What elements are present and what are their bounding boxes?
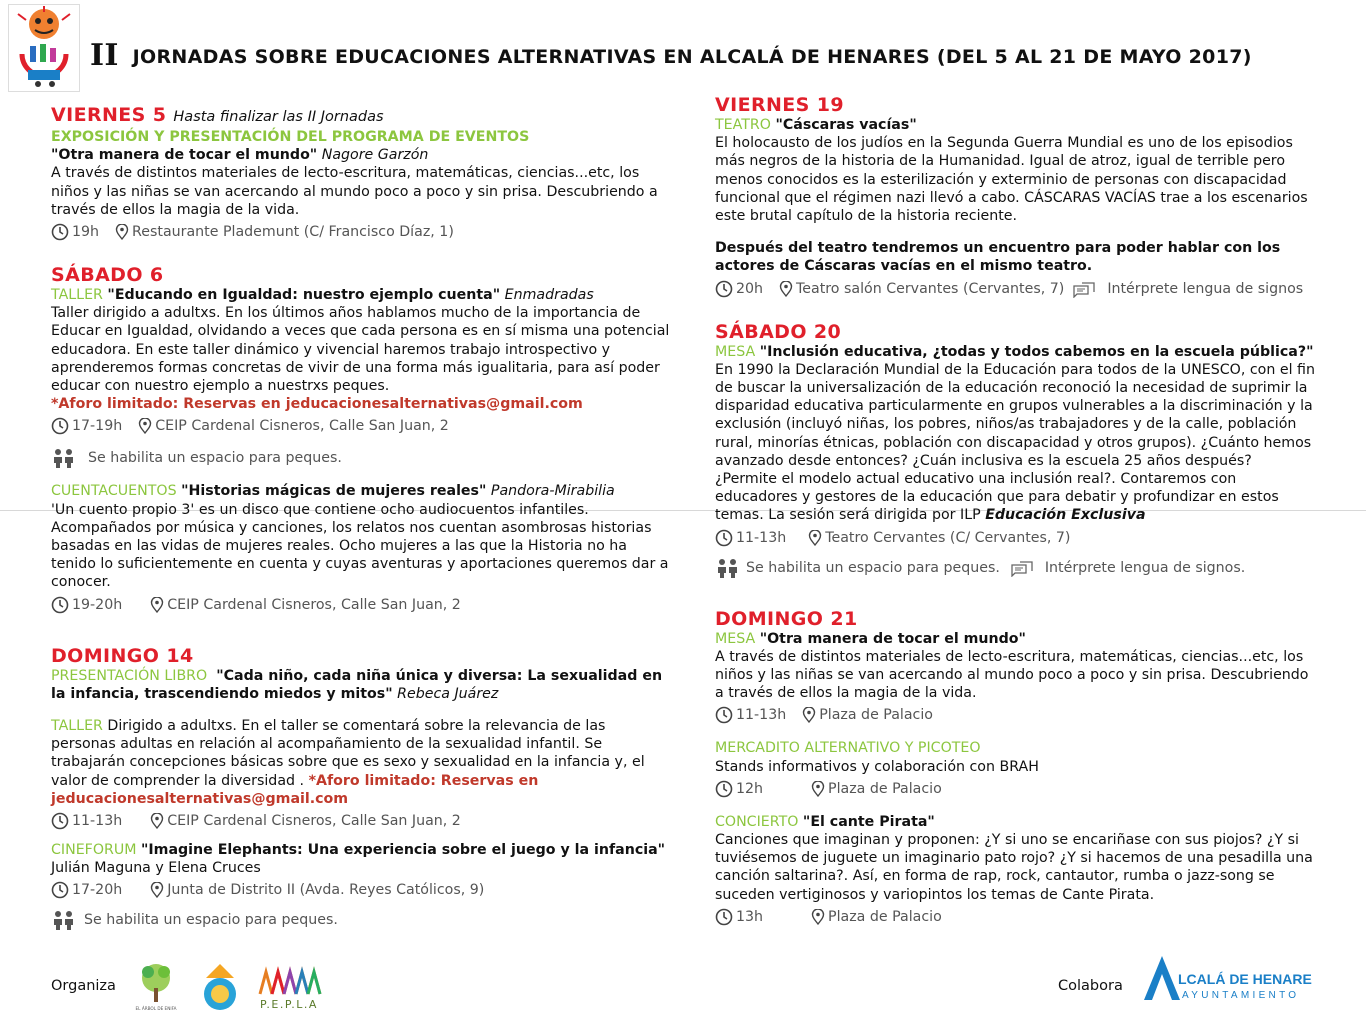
reservation-note: *Aforo limitado: Reservas en jeducacionesalternativas@gmail.com [51,396,583,413]
author: Rebeca Juárez [397,685,499,702]
event-description: 'Un cuento propio 3' es un disco que contiene ocho audiocuentos infantiles. Acompañados por música y canciones, los relatos nos cuentan asombrosas historias basadas en las vidas de mujeres reales. Ocho mujeres a las que la Historia no ha tenido lo suficientemente en cuenta y cuyas aventuras y aportaciones queremos dar a conocer. [51,501,669,591]
day-heading: VIERNES 5 [51,104,167,126]
work-title: "Inclusión educativa, ¿todas y todos cabemos en la escuela pública?" [759,343,1314,360]
kids-space-text: Se habilita un espacio para peques. [746,559,1000,576]
location-pin-icon [811,781,825,797]
event-description: Dirigido a adultxs. En el taller se comentará sobre la relevancia de las personas adultas en relación al acompañamiento de la sexualidad infantil. Se trabajarán concepciones básicas sobre que es sexo y sexualidad en la infancia y, el valor de comprender la diversidad . [51,718,645,789]
event-place: Teatro salón Cervantes (Cervantes, 7) [796,280,1065,297]
event-meta [51,222,671,242]
event-description: Taller dirigido a adultxs. En los últimos años hablamos mucho de la importancia de Educar en Igualdad, olvidando a veces que cada persona es en sí misma una potencial educadora. En este taller dinámico y vivencial haremos trabajo introspectivo y aprenderemos formas concretas de vivir de una forma más igualitaria, para así poder educar con nuestro ejemplo a nuestrxs peques. [51,305,670,395]
clock-icon [715,529,733,547]
clock-icon [51,881,69,899]
day-heading: DOMINGO 14 [51,644,194,667]
event-description: Stands informativos y colaboración con BRAH [715,758,1039,775]
author: Enmadradas [504,287,594,304]
event-time: 11-13h [72,812,123,829]
location-pin-icon [138,418,152,434]
event-time: 17-19h [72,418,123,435]
event-time: 19-20h [72,596,123,613]
work-title: "Imagine Elephants: Una experiencia sobre el juego y la infancia" [141,842,666,859]
left-column [51,104,671,930]
event-place: CEIP Cardenal Cisneros, Calle San Juan, 2 [155,418,449,435]
event-category: TEATRO [715,117,771,133]
event-time: 11-13h [736,707,787,724]
event-category: CONCIERTO [715,813,799,830]
work-title: "El cante Pirata" [802,813,935,830]
children-icon [51,910,77,930]
event-category: PRESENTACIÓN LIBRO [51,667,208,684]
event-description: A través de distintos materiales de lecto-escritura, matemáticas, ciencias...etc, los niños y las niñas se van acercando al mundo poco a poco y sin prisa. Descubriendo a través de ellos la magia de la vida. [715,648,1309,702]
event-time: 20h [736,280,764,297]
authors: Julián Maguna y Elena Cruces [51,860,261,877]
sign-language-text: Intérprete lengua de signos. [1044,559,1246,576]
event-meta [715,907,1315,927]
event-time: 13h [736,908,764,925]
location-pin-icon [115,224,129,240]
event-category: EXPOSICIÓN Y PRESENTACIÓN DEL PROGRAMA DE EVENTOS [51,129,530,145]
author: Pandora-Mirabilia [490,483,615,500]
location-pin-icon [808,530,822,546]
pepla-logo [256,960,336,1016]
kids-space-text: Se habilita un espacio para peques. [88,450,342,467]
day-heading: SÁBADO 6 [51,264,164,287]
event-description: Canciones que imaginan y proponen: ¿Y si uno se encariñase con sus piojos? ¿Y si tuviésemos de juguete un imaginario pato rojo? ¿Y si hacemos de una pesadilla una canción saltarina?. Así, en forma de rap, rock, cantautor, rumba o jazz-song se suceden vertiginosos y variopintos los temas de Cante Pirata. [715,832,1313,903]
location-pin-icon [150,882,164,898]
location-pin-icon [802,707,816,723]
event-description: El holocausto de los judíos en la Segunda Guerra Mundial es uno de los episodios más negros de la historia de la Humanidad. Igual de atroz, igual de terrible pero menos conocidos es la esterilización y exterminio de personas con discapacidad funcional que el régimen nazi llevó a cabo. CÁSCARAS VACÍAS trae a los escenarios este brutal capítulo de la historia reciente. [715,135,1308,225]
colabora-label: Colabora [1058,978,1123,994]
clock-icon [715,706,733,724]
right-column [715,94,1315,927]
work-title: "Cada niño, cada niña única y diversa: La sexualidad en la infancia, trascendiendo miedos y mitos" [51,667,663,702]
kids-space-note [715,558,1315,578]
day-heading: DOMINGO 21 [715,607,858,630]
event-sabado-6 [51,264,671,615]
event-description: A través de distintos materiales de lecto-escritura, matemáticas, ciencias...etc, los niños y las niñas se van acercando al mundo poco a poco y sin prisa. Descubriendo a través de ellos la magia de la vida. [51,165,658,218]
work-title: "Cáscaras vacías" [775,117,917,133]
kids-space-note [51,910,671,930]
day-heading: VIERNES 19 [715,94,845,116]
event-time: 11-13h [736,529,787,546]
event-place: Teatro Cervantes (C/ Cervantes, 7) [825,529,1071,546]
clock-icon [51,223,69,241]
work-title: "Historias mágicas de mujeres reales" [181,483,487,500]
event-meta [51,595,671,615]
children-icon [51,448,77,468]
event-domingo-21 [715,608,1315,927]
event-category: CINEFORUM [51,842,137,859]
jornadas-logo [8,4,80,92]
event-place: Plaza de Palacio [828,780,942,797]
edition-number: II [90,38,119,73]
header [8,4,1358,92]
organizer: Educación Exclusiva [985,507,1146,524]
event-category: CUENTACUENTOS [51,483,177,500]
pepla-logo-text: P.E.P.L.A [260,998,318,1011]
kids-space-note [51,448,671,468]
work-title: "Educando en Igualdad: nuestro ejemplo cuenta" [107,287,501,304]
arbol-logo [134,960,178,1016]
event-place: Restaurante Plademunt (C/ Francisco Díaz, 1) [132,223,454,240]
event-place: CEIP Cardenal Cisneros, Calle San Juan, 2 [167,812,461,829]
casa-logo [196,960,244,1016]
event-domingo-14 [51,645,671,931]
event-meta [51,811,671,831]
ayuntamiento-name: LCALÁ DE HENARES [1178,971,1312,987]
location-pin-icon [779,281,793,297]
event-time: 12h [736,780,764,797]
event-place: Plaza de Palacio [828,908,942,925]
work-title: "Otra manera de tocar el mundo" [51,147,318,164]
day-note: Hasta finalizar las II Jornadas [173,109,384,125]
sign-language-icon [1072,280,1098,298]
event-category: MERCADITO ALTERNATIVO Y PICOTEO [715,740,981,757]
event-meta [715,279,1315,299]
location-pin-icon [150,813,164,829]
sign-language-text: Intérprete lengua de signos [1107,280,1304,297]
event-meta [715,779,1315,799]
event-sabado-20 [715,321,1315,578]
clock-icon [51,596,69,614]
event-viernes-5 [51,104,671,242]
reservation-note: *Aforo limitado: Reservas en jeducacionesalternativas@gmail.com [51,772,539,807]
title-text: JORNADAS SOBRE EDUCACIONES ALTERNATIVAS EN ALCALÁ DE HENARES (DEL 5 AL 21 DE MAYO 2017) [132,46,1252,68]
event-meta [51,416,671,436]
ayuntamiento-sub: AYUNTAMIENTO [1182,990,1300,1001]
event-category: MESA [715,343,756,360]
event-meta [715,528,1315,548]
clock-icon [51,812,69,830]
event-category: TALLER [51,718,103,735]
organiza-label: Organiza [51,978,116,994]
location-pin-icon [811,909,825,925]
clock-icon [715,908,733,926]
event-meta [715,705,1315,725]
event-time: 17-20h [72,882,123,899]
event-place: Junta de Distrito II (Avda. Reyes Católicos, 9) [167,882,485,899]
clock-icon [51,417,69,435]
clock-icon [715,280,733,298]
arbol-logo-text: EL ÁRBOL DE ENIFA [135,1006,177,1011]
sign-language-icon [1010,559,1036,577]
page-title [90,38,1252,73]
event-place: CEIP Cardenal Cisneros, Calle San Juan, 2 [167,596,461,613]
event-viernes-19 [715,94,1315,299]
location-pin-icon [150,597,164,613]
kids-space-text: Se habilita un espacio para peques. [84,912,338,929]
ayuntamiento-logo [1142,954,1312,1010]
event-description: En 1990 la Declaración Mundial de la Educación para todos de la UNESCO, con el fin de buscar la universalización de la educación reconoció la necesidad de suprimir la disparidad educativa particularmente en grupos vulnerables a la discriminación y la exclusión (incluyó niñas, los pobres, niños/as trabajadores y de la calle, población rural, minorías étnicas, población con discapacidad y otros grupos). ¿Cuánto hemos avanzado desde entonces? ¿Cuán inclusiva es la escuela 25 años después? ¿Permite el modelo actual educativo una inclusión real?. Contaremos con educadores y gestores de la educación que para debatir y profundizar en estos temas. La sesión será dirigida por ILP [715,361,1315,524]
day-heading: SÁBADO 20 [715,320,842,343]
work-title: "Otra manera de tocar el mundo" [759,630,1026,647]
event-time: 19h [72,223,100,240]
clock-icon [715,780,733,798]
after-event-note: Después del teatro tendremos un encuentro para poder hablar con los actores de Cáscaras vacías en el mismo teatro. [715,240,1281,275]
author: Nagore Garzón [321,147,429,164]
event-place: Plaza de Palacio [819,707,933,724]
children-icon [715,558,741,578]
event-category: TALLER [51,287,103,304]
event-meta [51,880,671,900]
event-category: MESA [715,630,756,647]
